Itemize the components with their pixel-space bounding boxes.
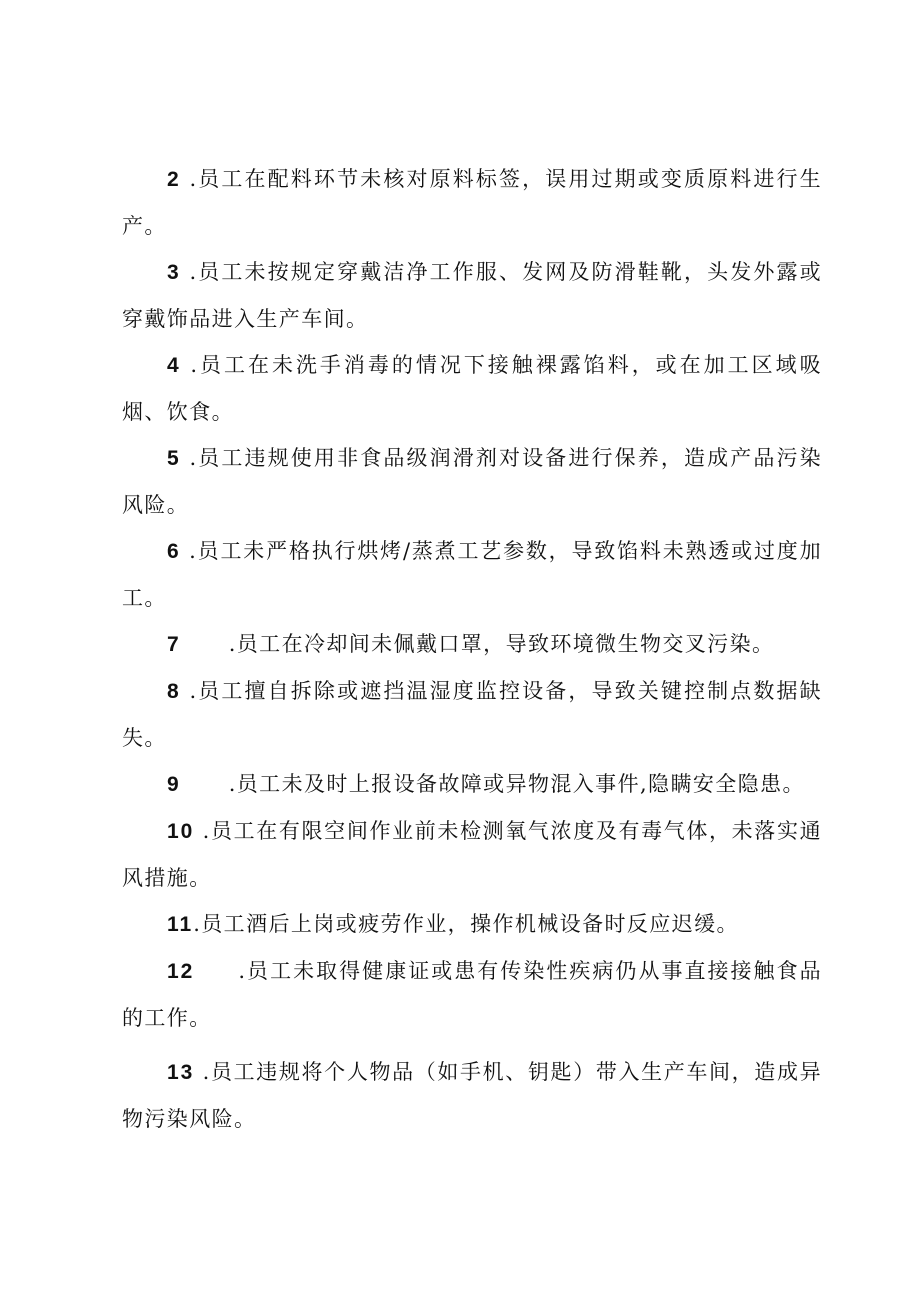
item-separator: . <box>238 959 247 983</box>
list-item <box>122 528 822 621</box>
list-item <box>122 156 822 249</box>
item-number: 11 <box>167 913 194 936</box>
item-text: 员工在配料环节未核对原料标签，误用过期或变质原料进行生产。 <box>122 167 822 238</box>
item-text: 员工未严格执行烘烤/蒸煮工艺参数，导致馅料未熟透或过度加工。 <box>122 539 822 610</box>
item-number: 6 <box>167 540 181 563</box>
item-separator: . <box>180 260 198 284</box>
list-item <box>122 761 822 808</box>
item-number: 8 <box>167 680 181 703</box>
item-separator: . <box>194 1060 211 1084</box>
list-item <box>122 1049 822 1142</box>
list-item <box>122 948 822 1041</box>
item-number: 3 <box>167 261 181 284</box>
item-separator: . <box>194 819 211 843</box>
item-number: 4 <box>167 354 181 377</box>
item-separator: . <box>180 446 198 470</box>
item-text: 员工在未洗手消毒的情况下接触裸露馅料，或在加工区域吸烟、饮食。 <box>122 353 822 424</box>
document-body <box>122 156 822 1142</box>
item-text: 员工违规使用非食品级润滑剂对设备进行保养，造成产品污染风险。 <box>122 446 822 517</box>
item-separator: . <box>228 772 237 796</box>
item-separator: . <box>180 167 198 191</box>
item-separator: . <box>228 632 237 656</box>
item-text: 员工未及时上报设备故障或异物混入事件,隐瞒安全隐患。 <box>236 772 805 796</box>
item-text: 员工在有限空间作业前未检测氧气浓度及有毒气体，未落实通风措施。 <box>122 819 822 890</box>
item-text: 员工擅自拆除或遮挡温湿度监控设备，导致关键控制点数据缺失。 <box>122 679 822 750</box>
item-text: 员工未按规定穿戴洁净工作服、发网及防滑鞋靴，头发外露或穿戴饰品进入生产车间。 <box>122 260 822 331</box>
list-item <box>122 668 822 761</box>
item-separator: . <box>180 679 198 703</box>
list-item <box>122 808 822 901</box>
list-item <box>122 249 822 342</box>
item-number: 5 <box>167 447 181 470</box>
list-item <box>122 435 822 528</box>
paragraph-spacer <box>122 1041 822 1049</box>
item-number: 7 <box>167 633 181 656</box>
list-item <box>122 901 822 948</box>
item-text: 员工未取得健康证或患有传染性疾病仍从事直接接触食品的工作。 <box>122 959 822 1030</box>
item-separator: . <box>180 539 198 563</box>
item-text: 员工违规将个人物品（如手机、钥匙）带入生产车间，造成异物污染风险。 <box>122 1060 822 1131</box>
list-item <box>122 621 822 668</box>
item-number: 9 <box>167 773 181 796</box>
item-number: 13 <box>167 1061 195 1084</box>
item-separator: . <box>180 353 199 377</box>
item-number: 10 <box>167 820 195 843</box>
item-number: 2 <box>167 168 181 191</box>
item-separator: . <box>193 912 202 936</box>
list-item <box>122 342 822 435</box>
item-text: 员工酒后上岗或疲劳作业，操作机械设备时反应迟缓。 <box>201 912 739 936</box>
item-number: 12 <box>167 960 195 983</box>
item-text: 员工在冷却间未佩戴口罩，导致环境微生物交叉污染。 <box>236 632 775 656</box>
